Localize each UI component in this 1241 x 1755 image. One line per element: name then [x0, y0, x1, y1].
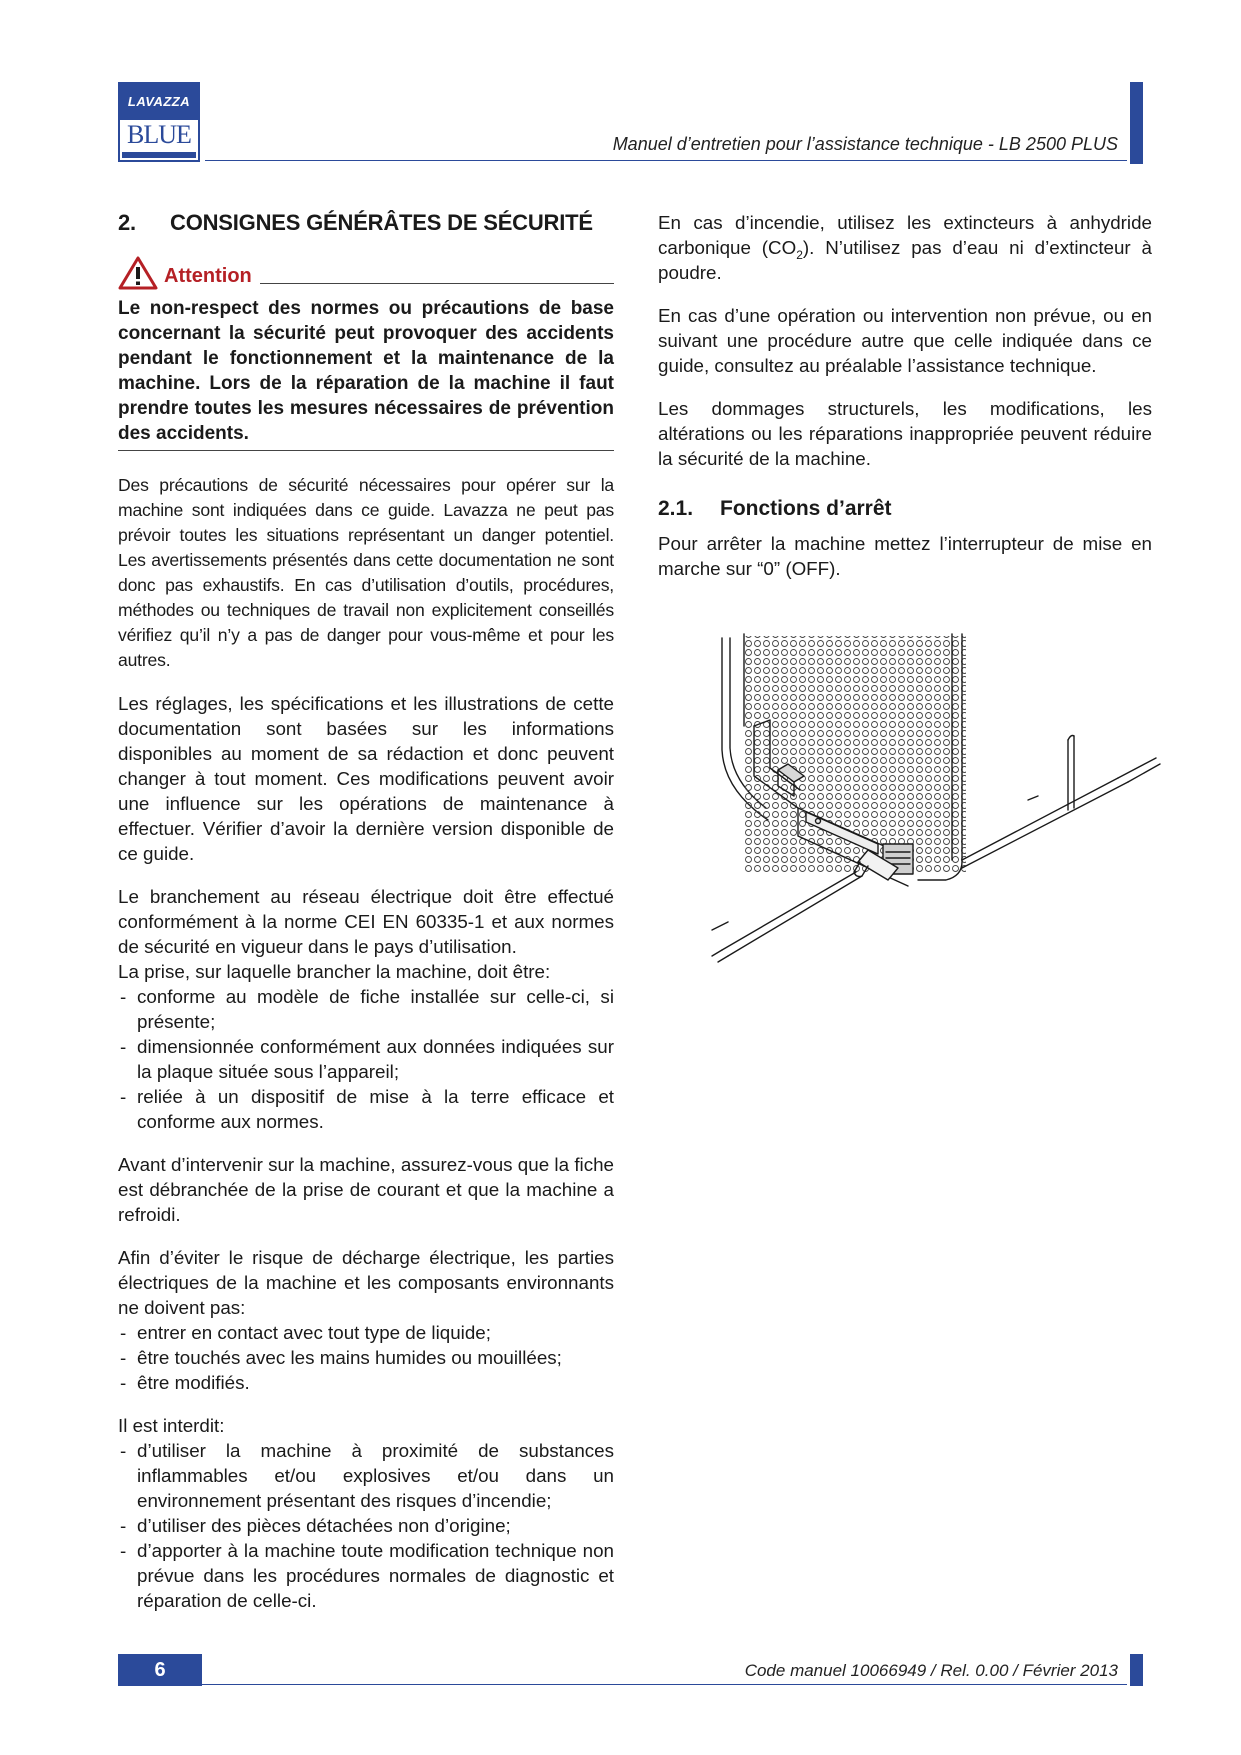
- page-number: 6: [118, 1654, 202, 1686]
- paragraph-precautions: Des précautions de sécurité nécessaires pour opérer sur la machine sont indiquées dans ce guide. Lavazza ne peut pas prévoir toutes les situations représentant un danger potentiel. Les avertissements présentés dans cette documentation ne sont donc pas exhaustifs. En cas d’utilisation d’outils, procédures, méthodes ou techniques de travail non explicitement conseillés vérifiez qu’il n’y a pas de danger pour vous-même et pour les autres.: [118, 475, 614, 670]
- document-title: Manuel d’entretien pour l’assistance technique - LB 2500 PLUS: [612, 134, 1118, 154]
- right-column: [658, 210, 1152, 581]
- paragraph-electrical-connection: Le branchement au réseau électrique doit être effectué conformément à la norme CEI EN 60335-1 et aux normes de sécurité en vigueur dans le pays d’utilisation.: [118, 886, 614, 957]
- manual-code: Code manuel 10066949 / Rel. 0.00 / Février 2013: [744, 1661, 1118, 1680]
- paragraph-unplug: Avant d’intervenir sur la machine, assurez-vous que la fiche est débranchée de la prise de courant et que la machine a refroidi.: [118, 1154, 614, 1225]
- warning-triangle-icon: [118, 256, 158, 290]
- logo-lavazza-text: LAVAZZA: [120, 84, 198, 120]
- footer-rule: [202, 1684, 1127, 1685]
- footer-accent-bar: [1130, 1654, 1143, 1686]
- list-item: - dimensionnée conformément aux données indiquées sur la plaque située sous l’appareil;: [118, 1034, 614, 1084]
- machine-power-switch-illustration: [708, 630, 1164, 1000]
- lavazza-blue-logo: [118, 82, 200, 162]
- paragraph-specifications: Les réglages, les spécifications et les illustrations de cette documentation sont basées sur les informations disponibles au moment de sa rédaction et donc peuvent changer à tout moment. Ces modifications peuvent avoir une influence sur les opérations de maintenance à effectuer. Vérifier d’avoir la dernière version disponible de ce guide.: [118, 693, 614, 864]
- list-item: - entrer en contact avec tout type de liquide;: [118, 1320, 614, 1345]
- list-item: - d’apporter à la machine toute modification technique non prévue dans les procédures normales de diagnostic et réparation de celle-ci.: [118, 1538, 614, 1613]
- electrical-parts-list: [118, 1320, 614, 1395]
- left-column: [118, 210, 614, 1613]
- list-item: - d’utiliser des pièces détachées non d’origine;: [118, 1513, 614, 1538]
- paragraph-fire: En cas d’incendie, utilisez les extincteurs à anhydride carbonique $(CO_2)$. N’utilisez pas d’eau ni d’extincteur à poudre.: [658, 212, 1152, 283]
- paragraph-electric-shock: Afin d’éviter le risque de décharge électrique, les parties électriques de la machine et les composants environnants ne doivent pas:: [118, 1247, 614, 1318]
- logo-blue-text: BLUE: [127, 120, 191, 149]
- header-rule: [205, 160, 1127, 161]
- list-item: - être touchés avec les mains humides ou mouillées;: [118, 1345, 614, 1370]
- attention-text: Le non-respect des normes ou précautions de base concernant la sécurité peut provoquer des accidents pendant le fonctionnement et la maintenance de la machine. Lors de la réparation de la machine il faut prendre toutes les mesures nécessaires de prévention des accidents.: [118, 298, 614, 444]
- logo-tagline-band: [122, 152, 196, 158]
- section-number: 2.: [118, 210, 136, 235]
- paragraph-unplanned-operation: En cas d’une opération ou intervention non prévue, ou en suivant une procédure autre que celle indiquée dans ce guide, consultez au préalable l’assistance technique.: [658, 305, 1152, 376]
- subsection-number: 2.1.: [658, 497, 694, 520]
- list-item: - être modifiés.: [118, 1370, 614, 1395]
- list-item: - conforme au modèle de fiche installée sur celle-ci, si présente;: [118, 984, 614, 1034]
- list-item: - d’utiliser la machine à proximité de substances inflammables et/ou explosives et/ou dans un environnement présentant des risques d’incendie;: [118, 1438, 614, 1513]
- socket-requirements-list: [118, 984, 614, 1134]
- attention-bottom-rule: [118, 450, 614, 451]
- subsection-heading: [658, 497, 1152, 521]
- attention-rule: [260, 283, 614, 284]
- forbidden-list: [118, 1438, 614, 1613]
- paragraph-stop-function: Pour arrêter la machine mettez l’interrupteur de mise en marche sur “0” (OFF).: [658, 533, 1152, 579]
- header-accent-bar: [1130, 82, 1143, 164]
- subsection-title: Fonctions d’arrêt: [720, 497, 892, 520]
- attention-label: Attention: [164, 265, 252, 287]
- section-title: CONSIGNES GÉNÉRÂTES DE SÉCURITÉ: [170, 210, 593, 235]
- section-heading: [118, 210, 614, 236]
- paragraph-socket: La prise, sur laquelle brancher la machine, doit être:: [118, 961, 551, 982]
- paragraph-forbidden: Il est interdit:: [118, 1415, 225, 1436]
- paragraph-structural-damage: Les dommages structurels, les modifications, les altérations ou les réparations inappropriée peuvent réduire la sécurité de la machine.: [658, 398, 1152, 469]
- list-item: - reliée à un dispositif de mise à la terre efficace et conforme aux normes.: [118, 1084, 614, 1134]
- attention-header: [118, 254, 614, 290]
